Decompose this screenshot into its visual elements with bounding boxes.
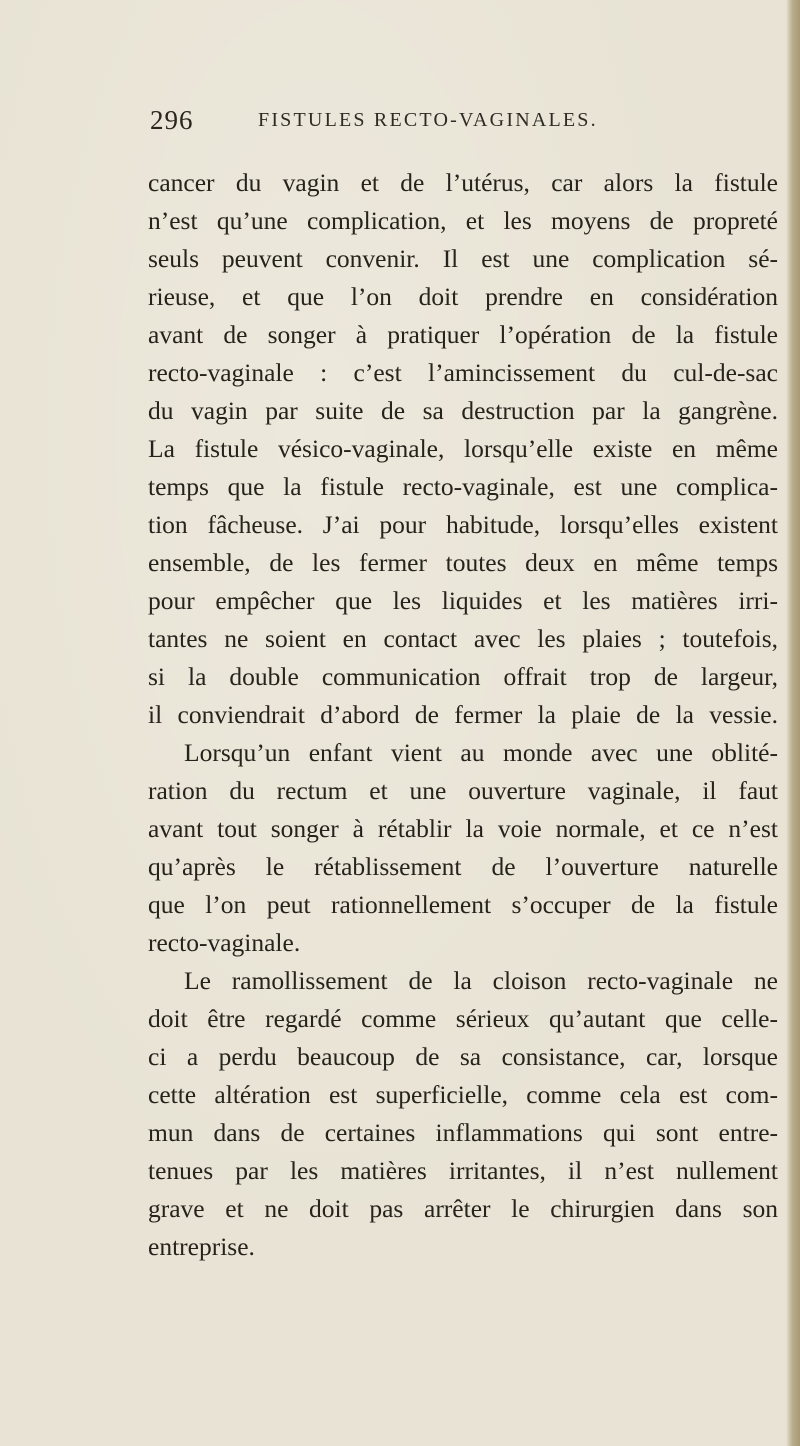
text-line: rieuse, et que l’on doit prendre en considération xyxy=(148,282,778,311)
body-text xyxy=(148,164,778,1266)
text-line: grave et ne doit pas arrêter le chirurgien dans son xyxy=(148,1194,778,1223)
page-edge xyxy=(786,0,800,1446)
text-line: n’est qu’une complication, et les moyens de propreté xyxy=(148,206,778,235)
text-line: tantes ne soient en contact avec les plaies ; toutefois, xyxy=(148,624,778,653)
text-line: doit être regardé comme sérieux qu’autant que celle- xyxy=(148,1004,778,1033)
text-line: seuls peuvent convenir. Il est une complication sé- xyxy=(148,244,778,273)
text-line: tion fâcheuse. J’ai pour habitude, lorsqu’elles existent xyxy=(148,510,778,539)
text-line: temps que la fistule recto-vaginale, est une complica- xyxy=(148,472,778,501)
text-line: avant de songer à pratiquer l’opération de la fistule xyxy=(148,320,778,349)
text-line: pour empêcher que les liquides et les matières irri- xyxy=(148,586,778,615)
page-header xyxy=(150,105,750,139)
text-line: mun dans de certaines inflammations qui sont entre- xyxy=(148,1118,778,1147)
text-line: La fistule vésico-vaginale, lorsqu’elle existe en même xyxy=(148,434,778,463)
text-line: cancer du vagin et de l’utérus, car alors la fistule xyxy=(148,168,778,197)
text-line: si la double communication offrait trop de largeur, xyxy=(148,662,778,691)
text-line: il conviendrait d’abord de fermer la plaie de la vessie. xyxy=(148,700,778,729)
page-number: 296 xyxy=(150,105,194,135)
text-line: qu’après le rétablissement de l’ouverture naturelle xyxy=(148,852,778,881)
text-line: ci a perdu beaucoup de sa consistance, car, lorsque xyxy=(148,1042,778,1071)
running-head: FISTULES RECTO-VAGINALES. xyxy=(258,109,598,131)
text-line: tenues par les matières irritantes, il n’est nullement xyxy=(148,1156,778,1185)
text-line: avant tout songer à rétablir la voie normale, et ce n’est xyxy=(148,814,778,843)
text-line: que l’on peut rationnellement s’occuper de la fistule xyxy=(148,890,778,919)
text-line: cette altération est superficielle, comme cela est com- xyxy=(148,1080,778,1109)
text-line: du vagin par suite de sa destruction par la gangrène. xyxy=(148,396,778,425)
paragraph-start-line: Lorsqu’un enfant vient au monde avec une oblité- xyxy=(184,738,778,767)
paragraph-end-line: recto-vaginale. xyxy=(148,928,301,957)
paragraph-end-line: entreprise. xyxy=(148,1232,255,1261)
text-line: recto-vaginale : c’est l’amincissement du cul-de-sac xyxy=(148,358,778,387)
text-line: ensemble, de les fermer toutes deux en même temps xyxy=(148,548,778,577)
text-line: ration du rectum et une ouverture vaginale, il faut xyxy=(148,776,778,805)
paragraph-start-line: Le ramollissement de la cloison recto-vaginale ne xyxy=(184,966,778,995)
